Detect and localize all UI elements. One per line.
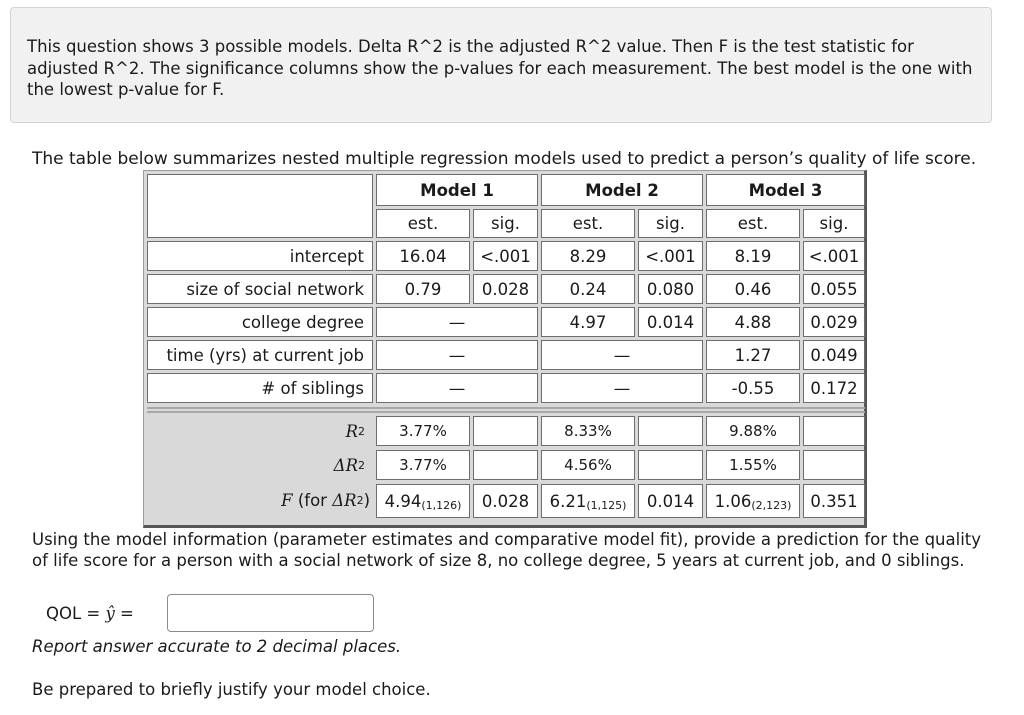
model-2-header: Model 2 [541, 174, 703, 206]
r2-value: 9.88% [706, 416, 800, 446]
table-intro: The table below summarizes nested multiple regression models used to predict a person’s quality of life score. [32, 149, 977, 169]
row-label: # of siblings [147, 373, 373, 403]
estimate-cell: — [376, 373, 538, 403]
f-df: (2,123) [751, 498, 792, 512]
subheader-sig: sig. [803, 209, 865, 238]
estimate-cell: 0.79 [376, 274, 470, 304]
sig-cell: 0.172 [803, 373, 865, 403]
sig-cell: <.001 [803, 241, 865, 271]
note-text: This question shows 3 possible models. Delta R^2 is the adjusted R^2 value. Then F is the test statistic for adjusted R^2. The significance columns show the p-values for each measurement. The best model is the one with the lowest p-value for F. [27, 37, 973, 99]
f-sig: 0.014 [638, 484, 703, 518]
sig-cell: 0.080 [638, 274, 703, 304]
sig-cell: 0.014 [638, 307, 703, 337]
answer-input[interactable] [167, 594, 374, 632]
fit-label-cell [147, 416, 373, 446]
subheader-sig: sig. [473, 209, 538, 238]
r2-label: R 2 [345, 421, 365, 441]
sig-cell: 0.029 [803, 307, 865, 337]
delta-r2-value: 4.56% [541, 450, 635, 480]
sig-cell: <.001 [473, 241, 538, 271]
estimate-cell: -0.55 [706, 373, 800, 403]
section-divider [147, 407, 865, 409]
sig-cell: 0.049 [803, 340, 865, 370]
estimate-cell: 0.46 [706, 274, 800, 304]
f-value: 4.94 [384, 491, 422, 511]
estimate-cell: 4.88 [706, 307, 800, 337]
f-value-cell [706, 484, 800, 518]
f-value-cell [541, 484, 635, 518]
question-text: Using the model information (parameter estimates and comparative model fit), provide a prediction for the quality of life score for a person with a social network of size 8, no college degree, 5 years at current job, and 0 siblings. [32, 530, 982, 570]
f-value: 1.06 [714, 491, 752, 511]
estimate-cell: 16.04 [376, 241, 470, 271]
model-1-header: Model 1 [376, 174, 538, 206]
r2-value: 3.77% [376, 416, 470, 446]
justify-instruction: Be prepared to briefly justify your model choice. [32, 680, 431, 699]
f-value-cell [376, 484, 470, 518]
estimate-cell: 1.27 [706, 340, 800, 370]
row-label: size of social network [147, 274, 373, 304]
section-divider [147, 411, 865, 413]
estimate-cell: — [541, 373, 703, 403]
estimate-cell: 0.24 [541, 274, 635, 304]
delta-r2-value: 1.55% [706, 450, 800, 480]
r2-value: 8.33% [541, 416, 635, 446]
delta-r2-label: ΔR 2 [333, 455, 365, 475]
empty-cell [473, 450, 538, 480]
table-corner [147, 174, 373, 238]
empty-cell [803, 450, 865, 480]
row-label: college degree [147, 307, 373, 337]
empty-cell [803, 416, 865, 446]
sig-cell: 0.055 [803, 274, 865, 304]
estimate-cell: — [376, 307, 538, 337]
f-label: F (for ΔR 2 ) [281, 490, 370, 510]
subheader-est: est. [706, 209, 800, 238]
f-sig: 0.028 [473, 484, 538, 518]
row-label: time (yrs) at current job [147, 340, 373, 370]
estimate-cell: 8.19 [706, 241, 800, 271]
empty-cell [638, 450, 703, 480]
subheader-est: est. [541, 209, 635, 238]
sig-cell: <.001 [638, 241, 703, 271]
fit-label-cell [147, 450, 373, 480]
row-label: intercept [147, 241, 373, 271]
f-sig: 0.351 [803, 484, 865, 518]
f-value: 6.21 [549, 491, 587, 511]
regression-table [143, 170, 867, 528]
estimate-cell: — [541, 340, 703, 370]
estimate-cell: 4.97 [541, 307, 635, 337]
delta-r2-value: 3.77% [376, 450, 470, 480]
answer-label: QOL = ŷ = [46, 604, 134, 623]
estimate-cell: 8.29 [541, 241, 635, 271]
report-instruction: Report answer accurate to 2 decimal places. [32, 637, 402, 656]
subheader-sig: sig. [638, 209, 703, 238]
sig-cell: 0.028 [473, 274, 538, 304]
empty-cell [638, 416, 703, 446]
subheader-est: est. [376, 209, 470, 238]
model-3-header: Model 3 [706, 174, 865, 206]
empty-cell [473, 416, 538, 446]
f-df: (1,126) [421, 498, 462, 512]
instruction-note [10, 7, 992, 123]
f-df: (1,125) [586, 498, 627, 512]
estimate-cell: — [376, 340, 538, 370]
